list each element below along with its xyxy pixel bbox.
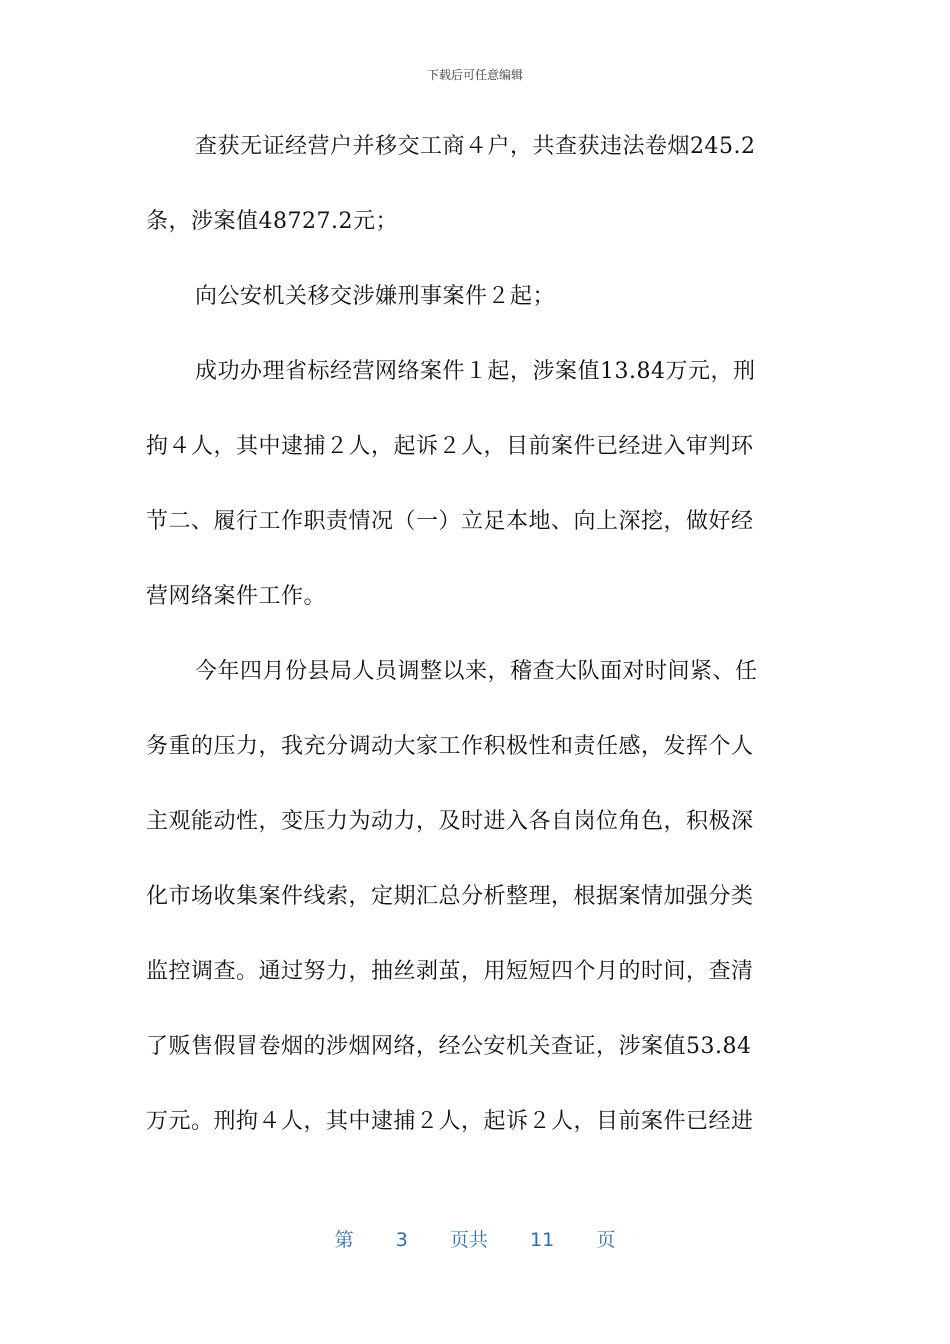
page-number: 3 (395, 1229, 408, 1251)
page-suffix: 页 (596, 1229, 616, 1251)
paragraph-line: 务重的压力，我充分调动大家工作积极性和责任感，发挥个人 (146, 734, 754, 759)
paragraph-line: 查获无证经营户并移交工商４户，共查获违法卷烟245.2 (195, 134, 756, 159)
header-note: 下载后可任意编辑 (426, 68, 523, 82)
paragraph-line: 了贩售假冒卷烟的涉烟网络，经公安机关查证，涉案值53.84 (146, 1034, 752, 1059)
paragraph-line: 拘４人，其中逮捕２人，起诉２人，目前案件已经进入审判环 (146, 434, 754, 459)
paragraph-line: 条，涉案值48727.2元； (146, 209, 398, 234)
page-footer (0, 1225, 950, 1252)
paragraph-line: 向公安机关移交涉嫌刑事案件２起； (195, 284, 556, 309)
paragraph-line: 监控调查。通过努力，抽丝剥茧，用短短四个月的时间，查清 (146, 959, 754, 984)
page-middle: 页共 (449, 1229, 488, 1251)
paragraph-line: 化市场收集案件线索，定期汇总分析整理，根据案情加强分类 (146, 884, 754, 909)
total-pages: 11 (530, 1229, 555, 1251)
paragraph-line: 节二、履行工作职责情况（一）立足本地、向上深挖，做好经 (146, 509, 754, 534)
paragraph-line: 今年四月份县局人员调整以来，稽查大队面对时间紧、任 (195, 659, 758, 684)
page-prefix: 第 (334, 1229, 354, 1251)
paragraph-line: 成功办理省标经营网络案件１起，涉案值13.84万元，刑 (195, 359, 756, 384)
document-body (146, 122, 796, 1172)
paragraph-line: 万元。刑拘４人，其中逮捕２人，起诉２人，目前案件已经进 (146, 1109, 754, 1134)
paragraph-line: 主观能动性，变压力为动力，及时进入各自岗位角色，积极深 (146, 809, 754, 834)
paragraph-line: 营网络案件工作。 (146, 584, 327, 609)
